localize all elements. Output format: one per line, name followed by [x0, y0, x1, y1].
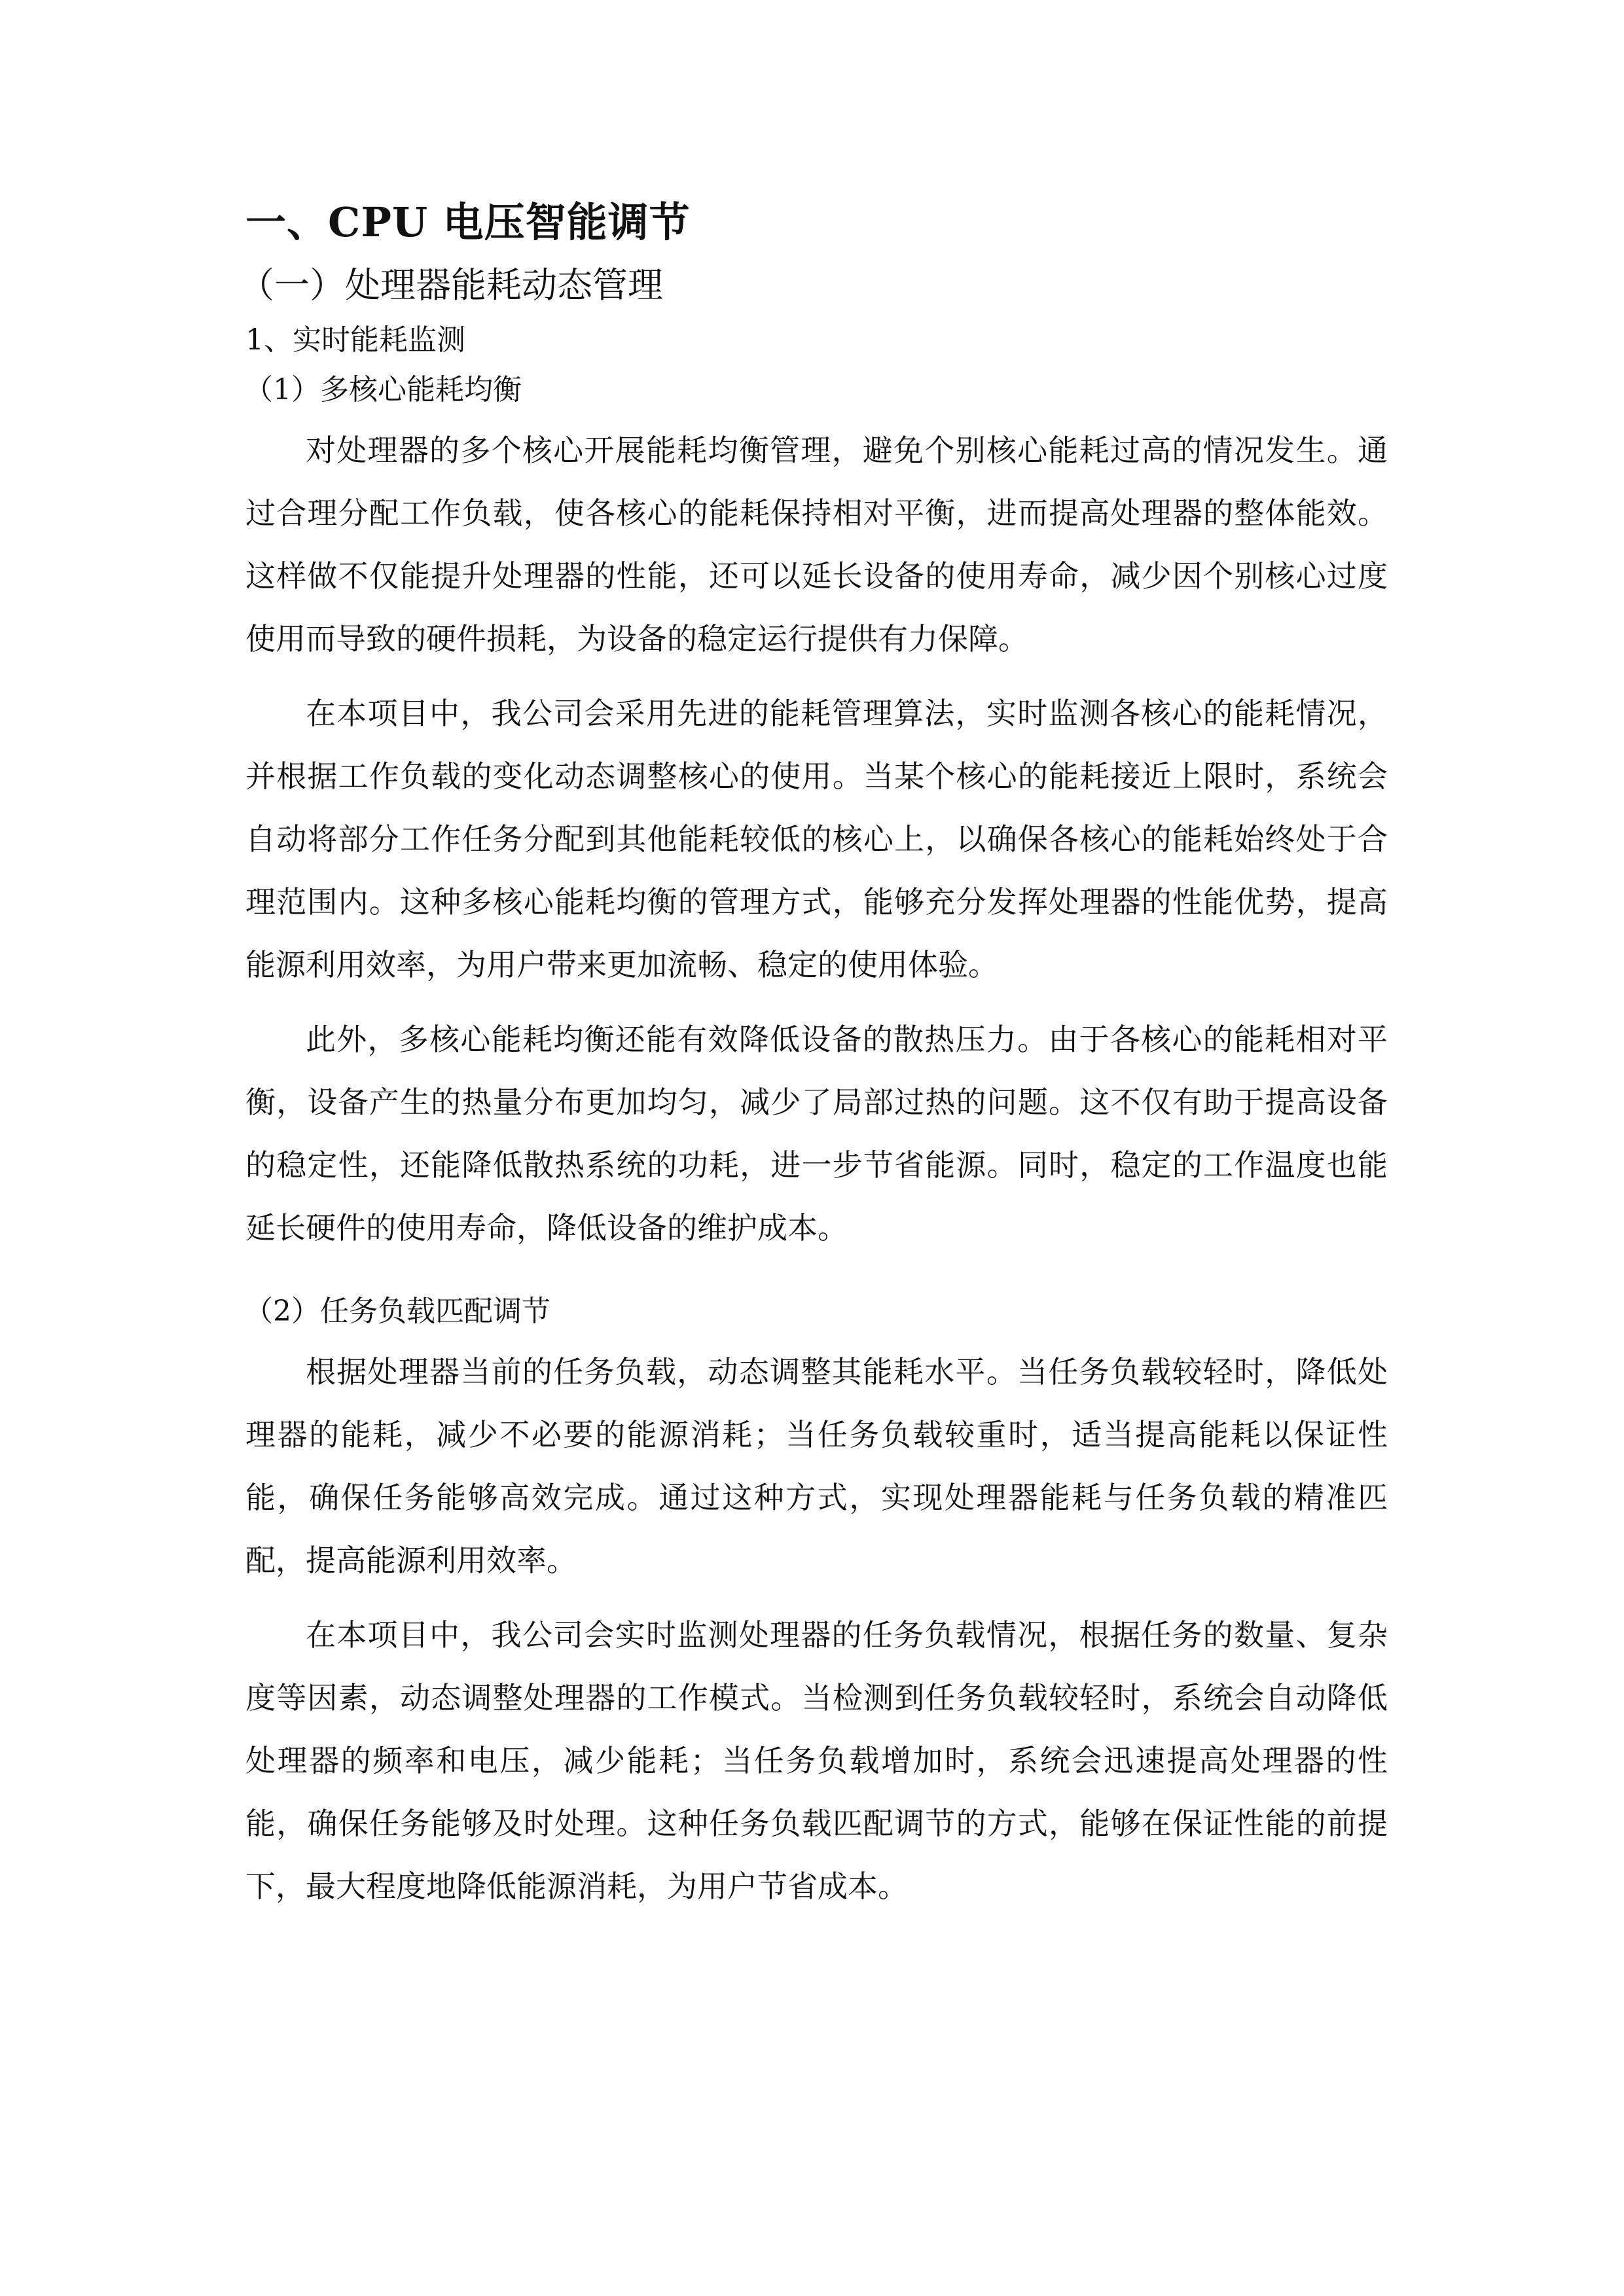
- heading-level-1: 一、CPU 电压智能调节: [245, 198, 691, 246]
- section-title-1: （1）多核心能耗均衡: [244, 373, 522, 406]
- paragraph: 在本项目中，我公司会实时监测处理器的任务负载情况，根据任务的数量、复杂度等因素，动态调整处理器的工作模式。当检测到任务负载较轻时，系统会自动降低处理器的频率和电压，减少能耗；当任务负载增加时，系统会迅速提高处理器的性能，确保任务能够及时处理。这种任务负载匹配调节的方式，能够在保证性能的前提下，最大程度地降低能源消耗，为用户节省成本。: [245, 1617, 1388, 1904]
- section-gap: [245, 1271, 1388, 1291]
- section-title-2: （2）任务负载匹配调节: [244, 1295, 550, 1328]
- paragraph: 在本项目中，我公司会采用先进的能耗管理算法，实时监测各核心的能耗情况，并根据工作负载的变化动态调整核心的使用。当某个核心的能耗接近上限时，系统会自动将部分工作任务分配到其他能耗较低的核心上，以确保各核心的能耗始终处于合理范围内。这种多核心能耗均衡的管理方式，能够充分发挥处理器的性能优势，提高能源利用效率，为用户带来更加流畅、稳定的使用体验。: [245, 696, 1388, 982]
- paragraph: 对处理器的多个核心开展能耗均衡管理，避免个别核心能耗过高的情况发生。通过合理分配工作负载，使各核心的能耗保持相对平衡，进而提高处理器的整体能效。这样做不仅能提升处理器的性能，还可以延长设备的使用寿命，减少因个别核心过度使用而导致的硬件损耗，为设备的稳定运行提供有力保障。: [245, 433, 1388, 656]
- heading-level-3: 1、实时能耗监测: [245, 323, 465, 357]
- document-body: [239, 196, 1388, 1929]
- paragraph: 此外，多核心能耗均衡还能有效降低设备的散热压力。由于各核心的能耗相对平衡，设备产生的热量分布更加均匀，减少了局部过热的问题。这不仅有助于提高设备的稳定性，还能降低散热系统的功耗，进一步节省能源。同时，稳定的工作温度也能延长硬件的使用寿命，降低设备的维护成本。: [245, 1022, 1388, 1246]
- paragraph: 根据处理器当前的任务负载，动态调整其能耗水平。当任务负载较轻时，降低处理器的能耗，减少不必要的能源消耗；当任务负载较重时，适当提高能耗以保证性能，确保任务能够高效完成。通过这种方式，实现处理器能耗与任务负载的精准匹配，提高能源利用效率。: [245, 1354, 1388, 1578]
- heading-level-2: （一）处理器能耗动态管理: [239, 264, 663, 306]
